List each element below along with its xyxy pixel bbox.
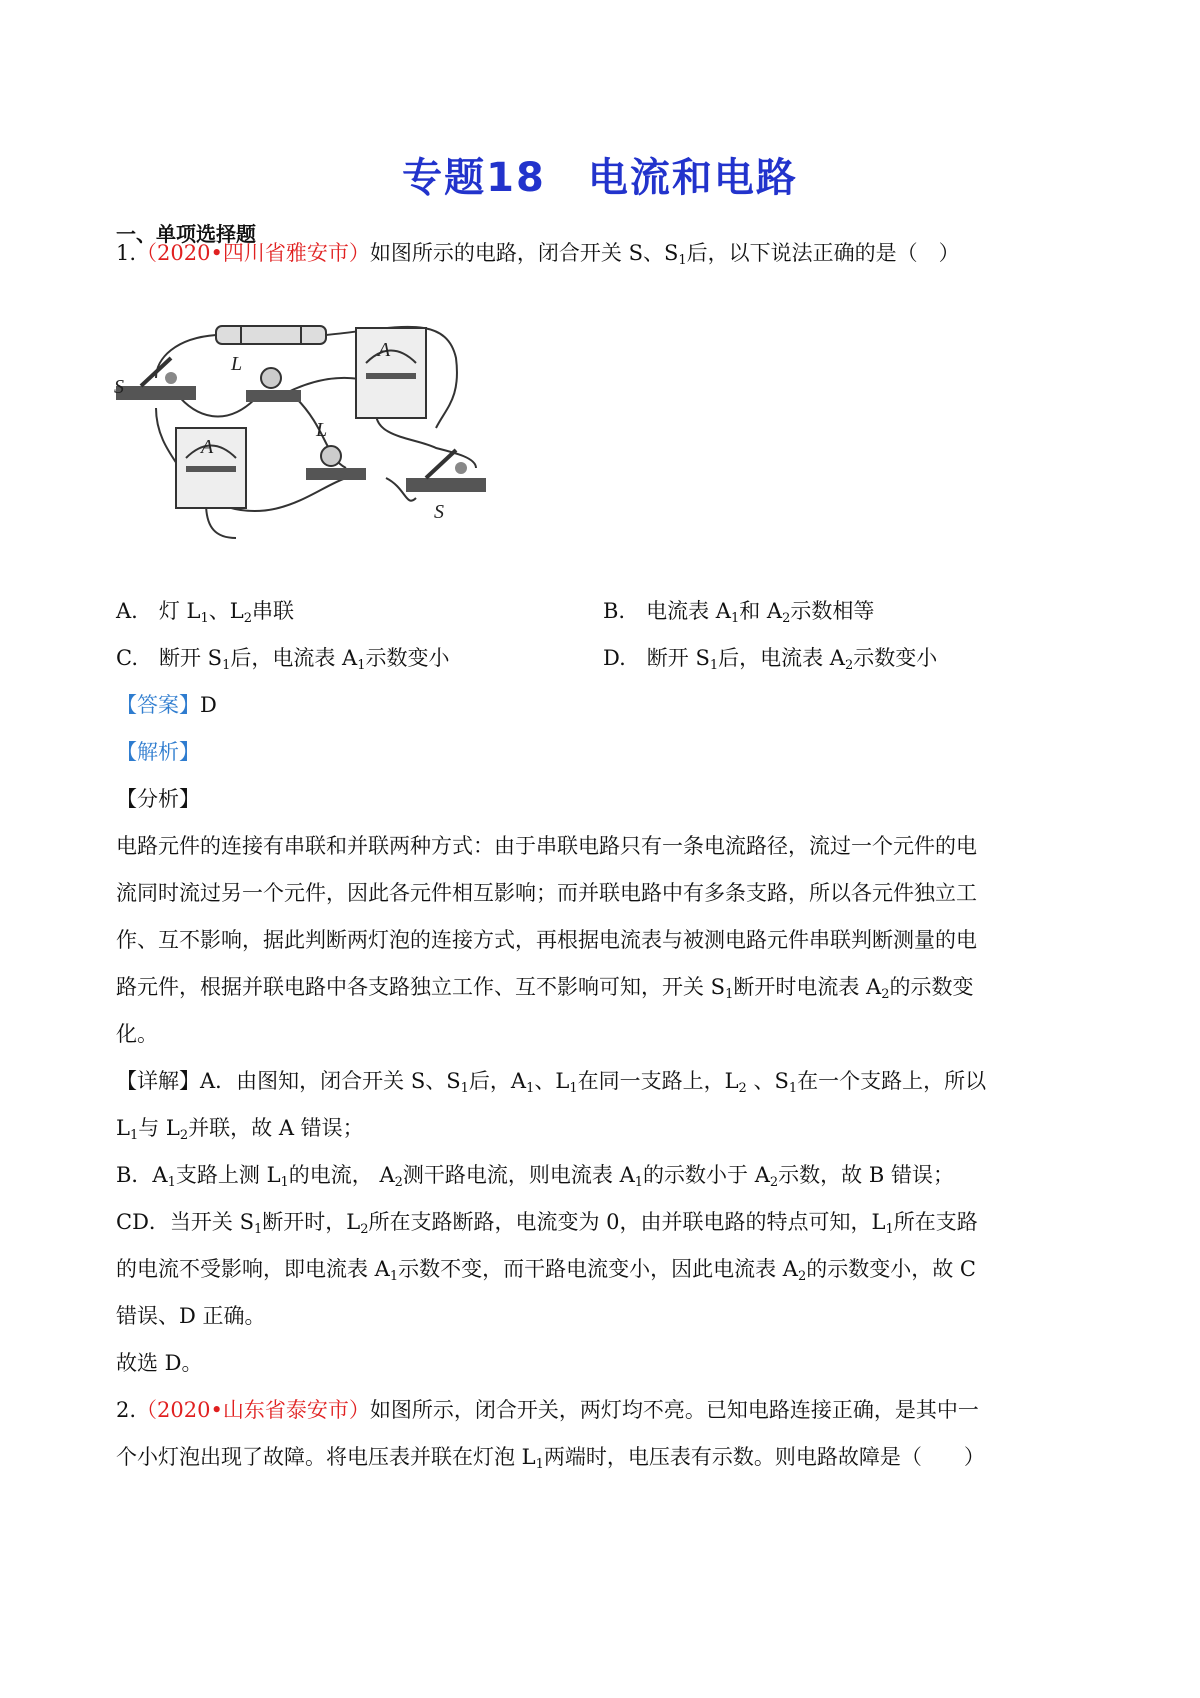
page-title: 专题18 电流和电路: [402, 155, 798, 201]
detail-line-7: 故选 D。: [116, 1351, 203, 1375]
ammeter-a1-icon: [356, 328, 426, 418]
detail-line-3: B．$A_1$支路上测 $L_1$的电流， $A_2$测干路电流，则电流表 $A_1$的示数小于 $A_2$示数，故 B 错误；: [116, 1163, 954, 1190]
option-a: A. 灯 $L_1$、$L_2$串联: [116, 599, 294, 626]
fenxi-text-4: 路元件，根据并联电路中各支路独立工作、互不影响可知，开关 $S_1$断开时电流表 $A_2$的示数变: [116, 975, 974, 1002]
option-b: B. 电流表 $A_1$和 $A_2$示数相等: [603, 599, 875, 626]
option-c: C. 断开 $S_1$后，电流表 $A_1$示数变小: [116, 646, 450, 673]
label-a1: A: [378, 339, 391, 361]
question-source: （2020•四川省雅安市）: [136, 241, 370, 265]
circuit-figure: [116, 318, 516, 568]
fenxi-text-1: 电路元件的连接有串联和并联两种方式：由于串联电路只有一条电流路径，流过一个元件的电: [116, 834, 977, 858]
answer-line: 【答案】D: [116, 693, 217, 717]
fenxi-text-3: 作、互不影响，据此判断两灯泡的连接方式，再根据电流表与被测电路元件串联判断测量的电: [116, 928, 977, 952]
fenxi-text-2: 流同时流过另一个元件，因此各元件相互影响；而并联电路中有多条支路，所以各元件独立工: [116, 881, 977, 905]
option-d: D. 断开 $S_1$后，电流表 $A_2$示数变小: [603, 646, 938, 673]
label-s1: S: [434, 501, 444, 523]
question-2-stem-2: 个小灯泡出现了故障。将电压表并联在灯泡 $L_1$两端时，电压表有示数。则电路故障是（ ）: [116, 1445, 985, 1472]
label-l2: L: [316, 419, 328, 441]
battery-icon: [216, 326, 326, 344]
switch-s1-icon: [406, 450, 486, 492]
lamp-l2-icon: [306, 446, 366, 480]
switch-s-icon: [116, 358, 196, 400]
fenxi-text-5: 化。: [116, 1022, 158, 1046]
detail-line-5: 的电流不受影响，即电流表 $A_1$示数不变，而干路电流变小，因此电流表 $A_2$的示数变小，故 C: [116, 1257, 976, 1284]
question-source: （2020•山东省泰安市）: [136, 1398, 370, 1422]
question-number: 2.: [116, 1398, 137, 1422]
label-a2: A: [201, 436, 214, 458]
label-s: S: [114, 376, 124, 398]
lamp-l1-icon: [246, 368, 301, 402]
question-2-stem: 2.（2020•山东省泰安市）如图所示，闭合开关，两灯均不亮。已知电路连接正确，是其中一: [116, 1398, 979, 1422]
detail-line-4: CD．当开关 $S_1$断开时，$L_2$所在支路断路，电流变为 0，由并联电路的特点可知，$L_1$所在支路: [116, 1210, 978, 1237]
detail-line-1: 【详解】A．由图知，闭合开关 S、$S_1$后，$A_1$、$L_1$在同一支路上，$L_2$ 、$S_1$在一个支路上，所以: [116, 1069, 987, 1096]
detail-line-2: $L_1$与 $L_2$并联，故 A 错误；: [116, 1116, 364, 1143]
question-1-stem: 1.（2020•四川省雅安市）如图所示的电路，闭合开关 S、$S_1$后，以下说法正确的是（ ）: [116, 241, 960, 268]
section-heading: 一、单项选择题: [116, 222, 256, 246]
question-number: 1.: [116, 241, 137, 265]
label-l1: L: [231, 353, 243, 375]
analysis-label: 【解析】: [116, 740, 200, 764]
detail-line-6: 错误、D 正确。: [116, 1304, 266, 1328]
fenxi-label: 【分析】: [116, 787, 200, 811]
